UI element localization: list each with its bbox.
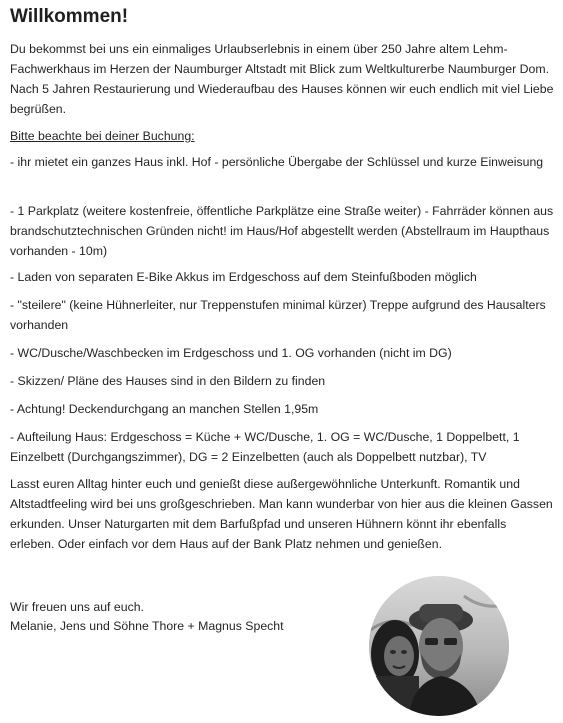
list-item: - ihr mietet ein ganzes Haus inkl. Hof - persönliche Übergabe der Schlüssel und kurze Einweisung [10,155,544,169]
hosts-photo [369,576,509,716]
hosts-photo-image [369,576,509,716]
intro-paragraph: Du bekommst bei uns ein einmaliges Urlaubserlebnis in einem über 250 Jahre altem Lehm-Fachwerkhaus im Herzen der Naumburger Altstadt mit Blick zum Weltkulturerbe Naumburger Dom. Nach 5 Jahren Restaurierung und Wiederaufbau des Hauses können wir euch endlich mit viel Liebe begrüßen. [10,42,554,116]
page-title: Willkommen! [10,6,129,27]
list-item: - "steilere" (keine Hühnerleiter, nur Treppenstufen minimal kürzer) Treppe aufgrund des Hausalters vorhanden [10,298,546,332]
list-item: - Achtung! Deckendurchgang an manchen Stellen 1,95m [10,402,319,416]
signoff-greeting: Wir freuen uns auf euch. [10,600,144,614]
list-item: - Laden von separaten E-Bike Akkus im Erdgeschoss auf dem Steinfußboden möglich [10,270,477,284]
booking-heading: Bitte beachte bei deiner Buchung: [10,129,195,143]
list-item: - Skizzen/ Pläne des Hauses sind in den Bildern zu finden [10,374,326,388]
signoff-names: Melanie, Jens und Söhne Thore + Magnus Specht [10,619,284,633]
list-item: - 1 Parkplatz (weitere kostenfreie, öffentliche Parkplätze eine Straße weiter) - Fahrräder können aus brandschutztechnischen Gründen nicht! im Haus/Hof abgestellt werden (Abstellraum im Haupthaus vorhanden - 10m) [10,204,554,258]
list-item: - Aufteilung Haus: Erdgeschoss = Küche + WC/Dusche, 1. OG = WC/Dusche, 1 Doppelbett, 1 Einzelbett (Durchgangszimmer), DG = 2 Einzelbetten (auch als Doppelbett nutzbar), TV [10,430,520,464]
closing-paragraph: Lasst euren Alltag hinter euch und genießt diese außergewöhnliche Unterkunft. Romantik und Altstadtfeeling wird bei uns großgeschrieben. Man kann wunderbar von hier aus die kleinen Gassen erkunden. Unser Naturgarten mit dem Barfußpfad und unseren Hühnern könnt ihr ebenfalls erleben. Oder einfach vor dem Haus auf der Bank Platz nehmen und genießen. [10,477,553,551]
list-item: - WC/Dusche/Waschbecken im Erdgeschoss und 1. OG vorhanden (nicht im DG) [10,346,452,360]
